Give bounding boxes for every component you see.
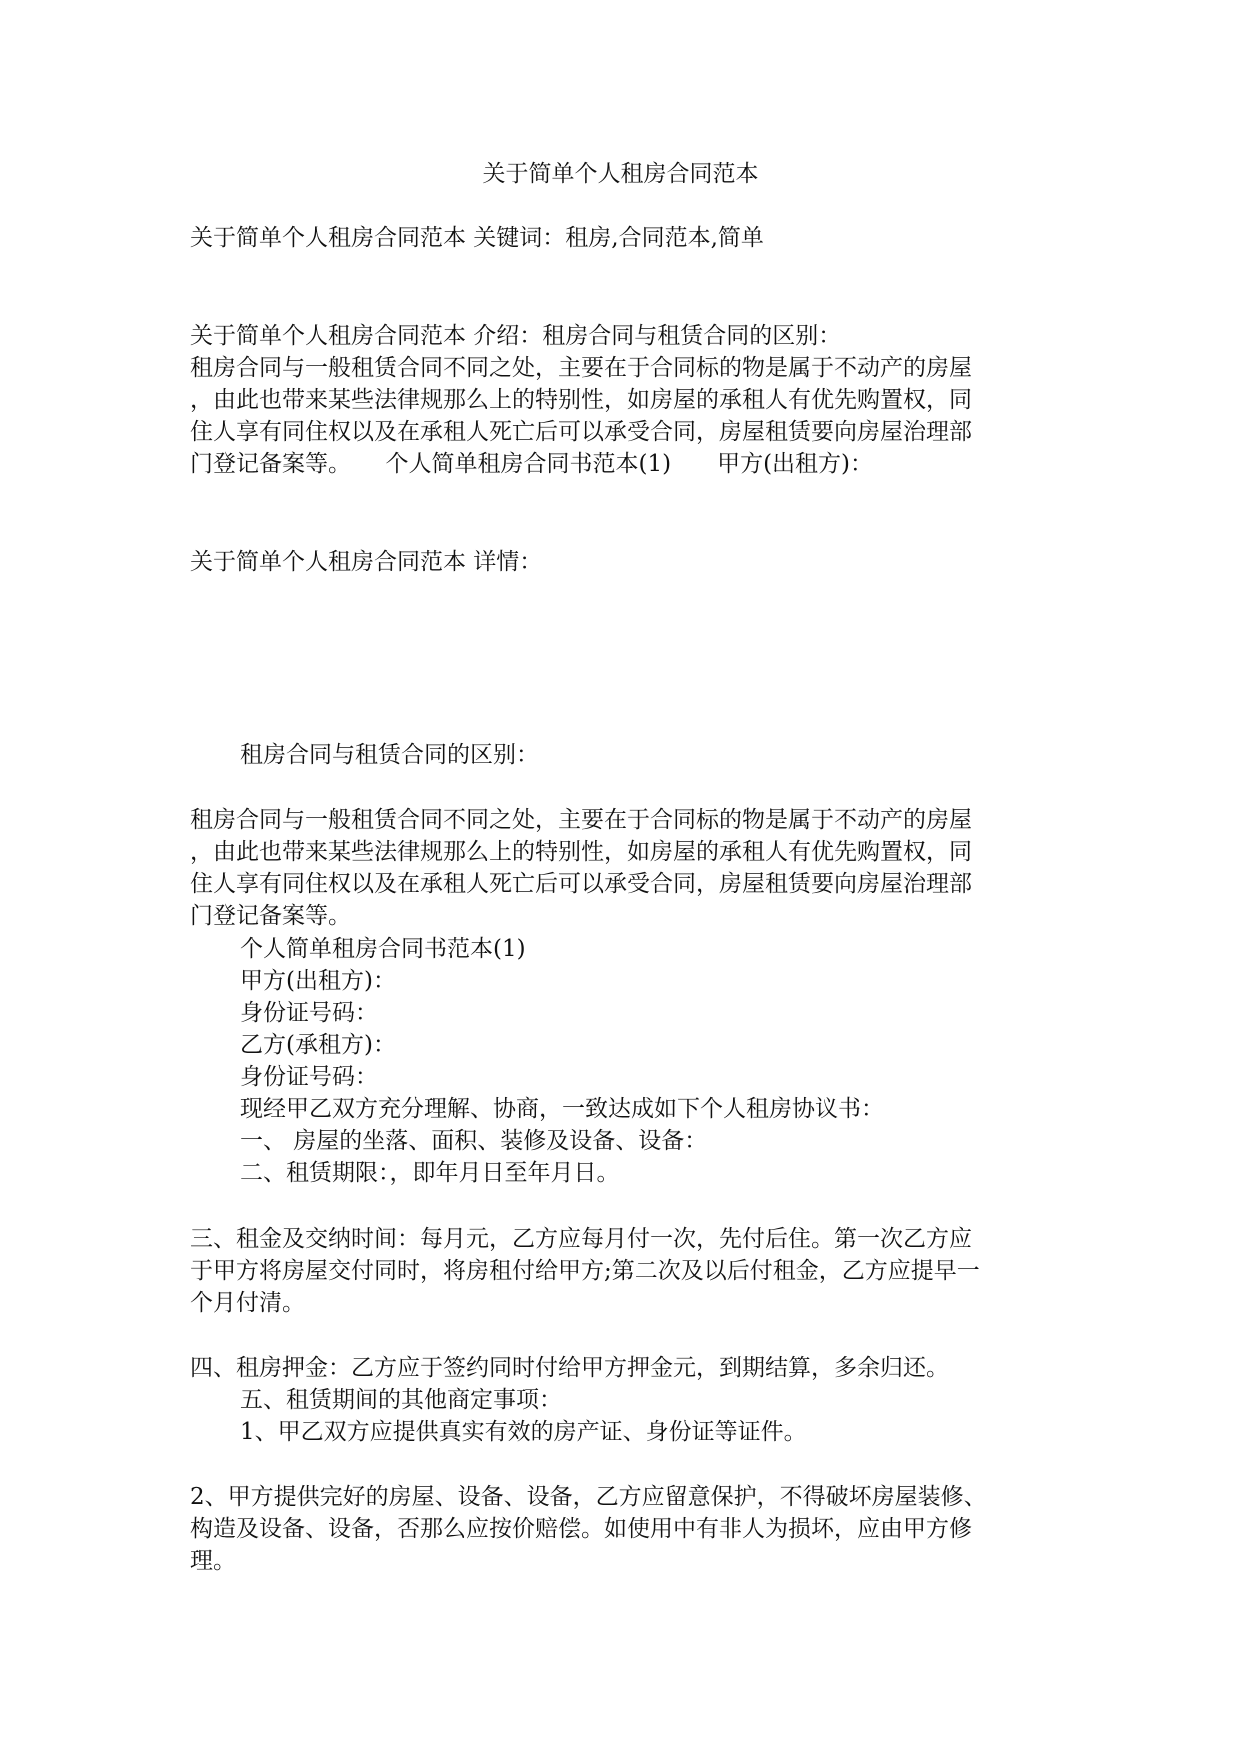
contract-line: 乙方(承租方)： <box>240 1032 396 1058</box>
intro-line: 住人享有同住权以及在承租人死亡后可以承受合同，房屋租赁要向房屋治理部 <box>190 419 972 445</box>
keywords-line: 关于简单个人租房合同范本 关键词：租房,合同范本,简单 <box>190 225 764 251</box>
body-line: 租房合同与一般租赁合同不同之处，主要在于合同标的物是属于不动产的房屋 <box>190 807 972 833</box>
intro-line: ，由此也带来某些法律规那么上的特别性，如房屋的承租人有优先购置权，同 <box>190 387 972 413</box>
section-heading: 租房合同与租赁合同的区别： <box>240 742 539 768</box>
contract-line: 现经甲乙双方充分理解、协商，一致达成如下个人租房协议书： <box>240 1096 884 1122</box>
intro-line: 关于简单个人租房合同范本 介绍：租房合同与租赁合同的区别： <box>190 323 842 349</box>
clause-4-line: 四、租房押金：乙方应于签约同时付给甲方押金元，到期结算，多余归还。 <box>190 1355 949 1381</box>
contract-line: 一、 房屋的坐落、面积、装修及设备、设备： <box>240 1128 708 1154</box>
intro-line: 门登记备案等。 个人简单租房合同书范本(1) 甲方(出租方)： <box>190 451 874 477</box>
body-line: 住人享有同住权以及在承租人死亡后可以承受合同，房屋租赁要向房屋治理部 <box>190 871 972 897</box>
contract-line: 个人简单租房合同书范本(1) <box>240 936 526 962</box>
contract-line: 甲方(出租方)： <box>240 968 396 994</box>
body-line: ，由此也带来某些法律规那么上的特别性，如房屋的承租人有优先购置权，同 <box>190 839 972 865</box>
body-line: 门登记备案等。 <box>190 903 351 929</box>
clause-5-line: 五、租赁期间的其他商定事项： <box>240 1387 562 1413</box>
clause-5-2-line: 构造及设备、设备，否那么应按价赔偿。如使用中有非人为损坏，应由甲方修 <box>190 1516 972 1542</box>
document-title: 关于简单个人租房合同范本 <box>482 161 759 187</box>
clause-3-line: 三、租金及交纳时间：每月元，乙方应每月付一次，先付后住。第一次乙方应 <box>190 1226 972 1252</box>
clause-3-line: 个月付清。 <box>190 1290 305 1316</box>
intro-line: 租房合同与一般租赁合同不同之处，主要在于合同标的物是属于不动产的房屋 <box>190 355 972 381</box>
clause-5-2-line: 2、甲方提供完好的房屋、设备、设备，乙方应留意保护，不得破坏房屋装修、 <box>190 1484 987 1510</box>
details-heading: 关于简单个人租房合同范本 详情： <box>190 549 543 575</box>
contract-line: 二、租赁期限：，即年月日至年月日。 <box>240 1160 620 1186</box>
clause-5-line: 1、甲乙双方应提供真实有效的房产证、身份证等证件。 <box>240 1419 807 1445</box>
clause-3-line: 于甲方将房屋交付同时，将房租付给甲方;第二次及以后付租金，乙方应提早一 <box>190 1258 980 1284</box>
clause-5-2-line: 理。 <box>190 1548 236 1574</box>
contract-line: 身份证号码： <box>240 1064 378 1090</box>
contract-line: 身份证号码： <box>240 1000 378 1026</box>
